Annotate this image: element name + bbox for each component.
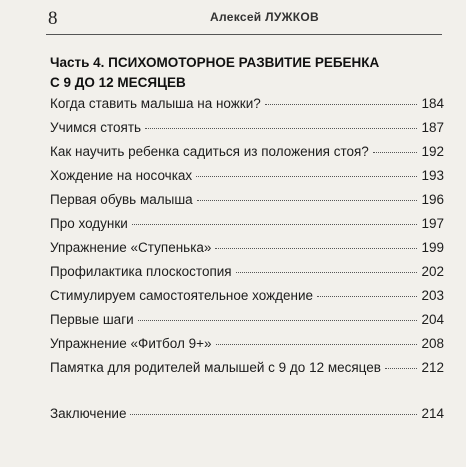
toc-entry-title: Учимся стоять (50, 120, 142, 135)
toc-entry-title: Упражнение «Фитбол 9+» (50, 336, 212, 351)
toc-entry-page: 193 (421, 168, 444, 183)
toc-entry-page: 196 (421, 192, 444, 207)
toc-entry-page: 214 (421, 406, 444, 421)
toc-entry-title: Упражнение «Ступенька» (50, 240, 212, 255)
toc-entry-title: Про ходунки (50, 216, 128, 231)
toc-entry-title: Профилактика плоскостопия (50, 264, 232, 279)
toc-entry-title: Заключение (50, 406, 127, 421)
toc-entry (50, 336, 444, 356)
toc-entry-title: Хождение на носочках (50, 168, 193, 183)
toc-entry-title: Стимулируем самостоятельное хождение (50, 288, 314, 303)
toc-entry (50, 96, 444, 116)
part-heading (50, 53, 430, 93)
toc-entry-title: Первая обувь малыша (50, 192, 193, 207)
leader-dots (145, 128, 417, 129)
leader-dots (132, 224, 418, 225)
toc-entry (50, 120, 444, 140)
toc-entry (50, 264, 444, 284)
toc-entry (50, 240, 444, 260)
leader-dots (138, 320, 418, 321)
toc-entry-title: Памятка для родителей малышей с 9 до 12 месяцев (50, 360, 381, 375)
author-name: Алексей ЛУЖКОВ (210, 10, 319, 24)
part-heading-line-2: С 9 ДО 12 МЕСЯЦЕВ (50, 75, 186, 90)
toc-entry-title: Когда ставить малыша на ножки? (50, 96, 261, 111)
toc-entry-page: 212 (421, 360, 444, 375)
leader-dots (236, 272, 418, 273)
leader-dots (197, 200, 418, 201)
toc-entry-page: 202 (421, 264, 444, 279)
toc-entry (50, 288, 444, 308)
toc-entry (50, 192, 444, 212)
toc-entry-title: Первые шаги (50, 312, 134, 327)
leader-dots (215, 248, 417, 249)
toc-entry-page: 204 (421, 312, 444, 327)
toc-entry-page: 192 (421, 144, 444, 159)
leader-dots (216, 344, 418, 345)
part-heading-line-1: Часть 4. ПСИХОМОТОРНОЕ РАЗВИТИЕ РЕБЕНКА (50, 55, 380, 70)
header-rule (46, 34, 442, 35)
page-number: 8 (48, 8, 58, 29)
toc-entry-page: 184 (421, 96, 444, 111)
leader-dots (317, 296, 417, 297)
toc-entry (50, 144, 444, 164)
leader-dots (130, 414, 417, 415)
toc-entry (50, 360, 444, 380)
leader-dots (373, 152, 418, 153)
toc-entry-page: 187 (421, 120, 444, 135)
toc-entry-page: 199 (421, 240, 444, 255)
toc-entry (50, 168, 444, 188)
leader-dots (385, 368, 418, 369)
leader-dots (265, 104, 418, 105)
running-header (0, 0, 466, 36)
toc-entry-page: 197 (421, 216, 444, 231)
leader-dots (196, 176, 417, 177)
toc-entry-page: 208 (421, 336, 444, 351)
toc-entry (50, 406, 444, 426)
toc-entry (50, 216, 444, 236)
toc-entry-page: 203 (421, 288, 444, 303)
toc-entry (50, 312, 444, 332)
toc-entry-title: Как научить ребенка садиться из положения стоя? (50, 144, 369, 159)
